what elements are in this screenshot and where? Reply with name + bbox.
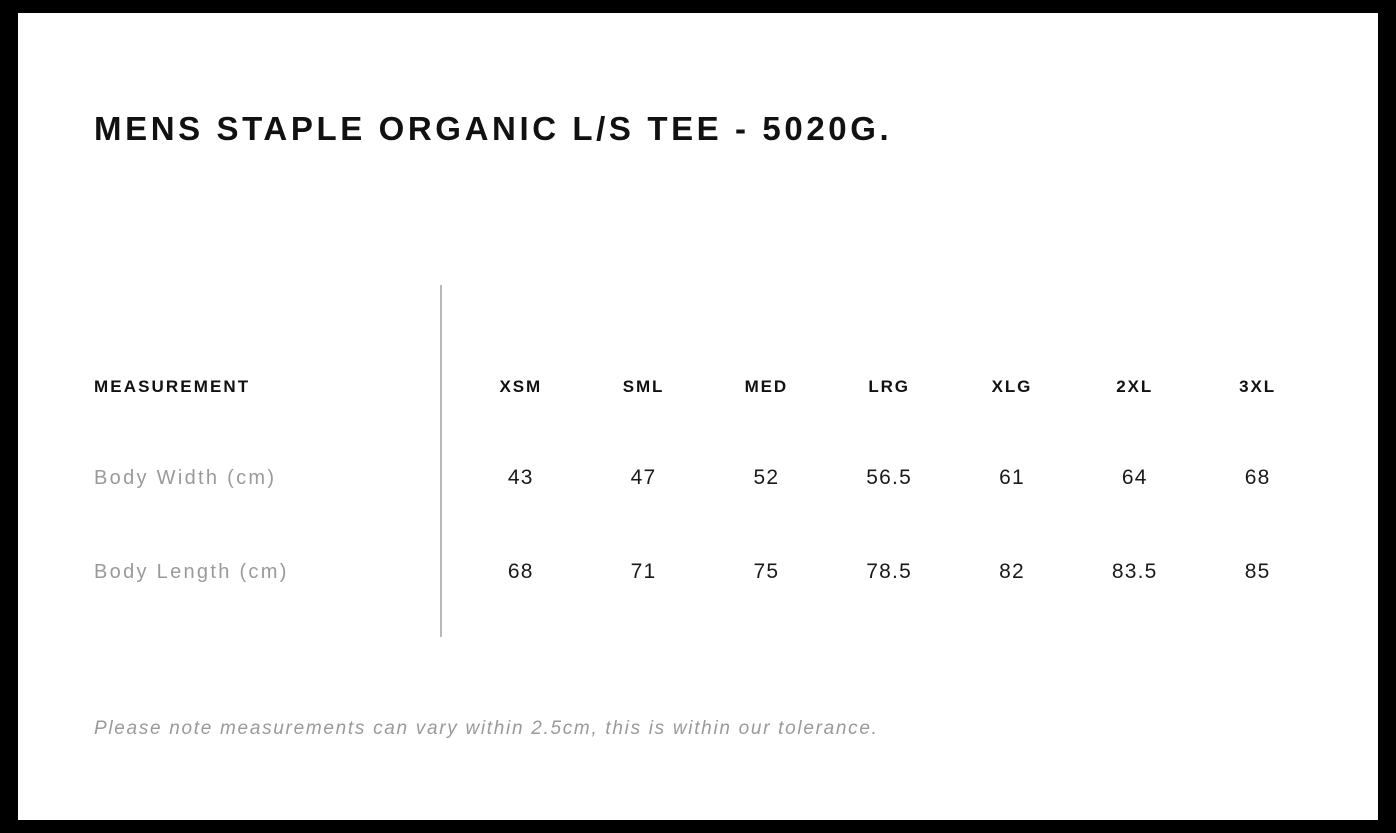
column-header-xsm: XSM [499,377,543,396]
column-header-3xl: 3XL [1239,377,1277,396]
cell-body-width-xsm: 43 [507,466,534,489]
column-header-lrg: LRG [868,377,910,396]
page-title: MENS STAPLE ORGANIC L/S TEE - 5020G. [94,110,893,147]
table-header-row [94,343,1319,431]
cell-body-length-sml: 71 [630,560,657,583]
table-row [94,431,1319,525]
column-header-xlg: XLG [991,377,1033,396]
cell-body-width-2xl: 64 [1121,466,1148,489]
cell-body-width-sml: 47 [630,466,657,489]
cell-body-width-med: 52 [753,466,780,489]
size-chart-table [94,343,1319,619]
tolerance-note: Please note measurements can vary within 2.5cm, this is within our tolerance. [94,718,879,739]
column-header-sml: SML [622,377,665,396]
cell-body-length-2xl: 83.5 [1111,560,1158,583]
row-label-body-length: Body Length (cm) [94,560,289,583]
size-chart-page [18,13,1378,820]
cell-body-length-med: 75 [753,560,780,583]
cell-body-length-xsm: 68 [507,560,534,583]
cell-body-width-3xl: 68 [1244,466,1271,489]
cell-body-length-xlg: 82 [999,560,1025,583]
row-label-body-width: Body Width (cm) [94,466,277,489]
column-header-measurement: MEASUREMENT [94,377,251,396]
cell-body-width-lrg: 56.5 [866,466,912,489]
table-row [94,525,1319,619]
column-header-2xl: 2XL [1116,377,1154,396]
cell-body-width-xlg: 61 [999,466,1025,489]
cell-body-length-3xl: 85 [1244,560,1271,583]
cell-body-length-lrg: 78.5 [866,560,912,583]
column-header-med: MED [744,377,789,396]
